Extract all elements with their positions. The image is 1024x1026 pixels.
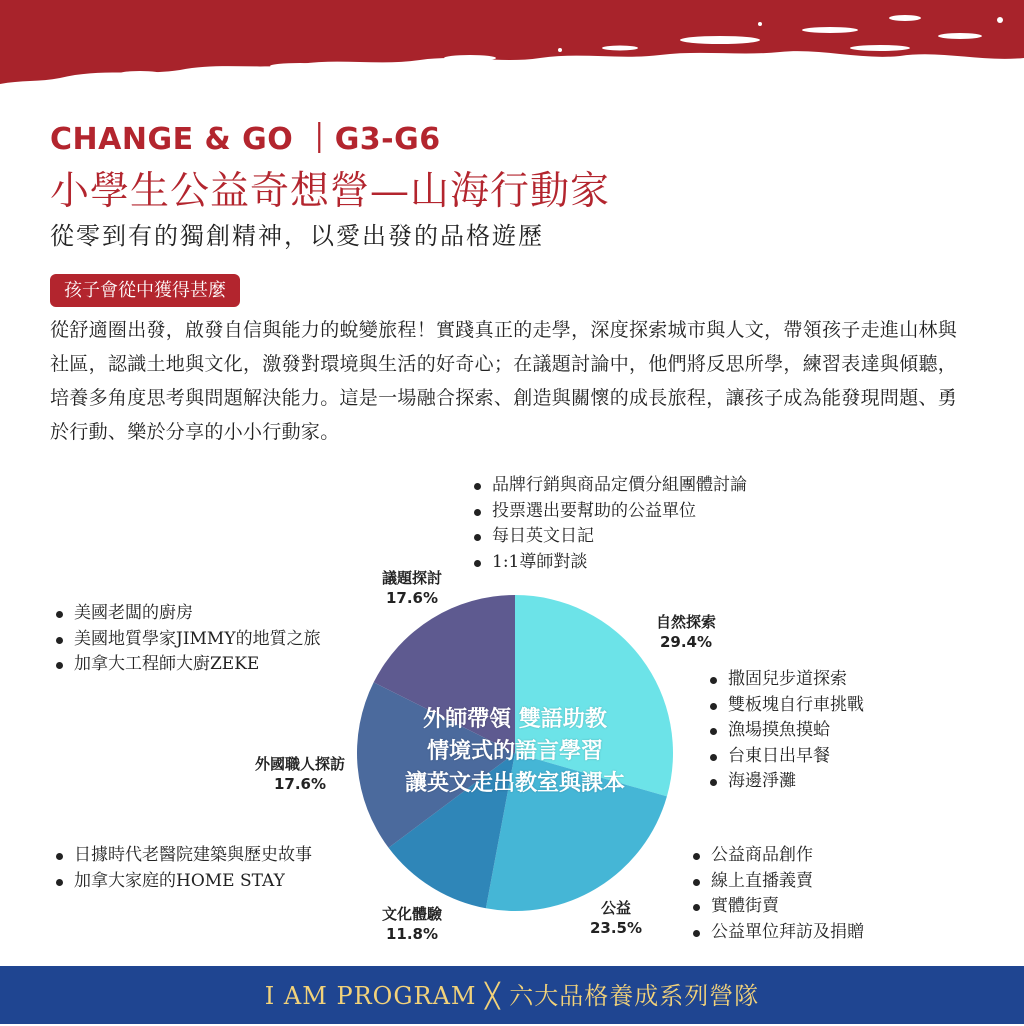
- pie-label-foreign: [240, 754, 360, 794]
- page-title: 小學生公益奇想營—山海行動家: [50, 169, 611, 214]
- intro-paragraph: 從舒適圈出發，啟發自信與能力的蛻變旅程！實踐真正的走學，深度探索城市與人文，帶領孩子走進山林與社區，認識土地與文化，激發對環境與生活的好奇心；在議題討論中，他們將反思所學，練習表達與傾聽，培養多角度思考與問題解決能力。這是一場融合探索、創造與關懷的成長旅程，讓孩子成為能發現問題、勇於行動、樂於分享的小小行動家。: [50, 319, 958, 443]
- bullet-item: 實體街賣: [689, 894, 864, 920]
- pie-label-issue: [352, 568, 472, 608]
- page-subtitle: 從零到有的獨創精神，以愛出發的品格遊歷: [50, 222, 544, 250]
- footer-banner: I AM PROGRAM ╳ 六大品格養成系列營隊: [0, 966, 1024, 1024]
- header-brush-decoration: [0, 0, 1024, 100]
- bullet-item: 投票選出要幫助的公益單位: [470, 499, 747, 525]
- pie-center-text: [370, 703, 660, 799]
- bullet-item: 公益商品創作: [689, 843, 864, 869]
- pie-label-culture: [362, 904, 462, 944]
- pie-label-name: 外國職人探訪: [254, 755, 345, 773]
- pie-label-value: 17.6%: [385, 589, 439, 607]
- pie-label-charity: [566, 898, 666, 938]
- pie-label-value: 23.5%: [589, 919, 643, 937]
- pie-label-name: 議題探討: [381, 569, 442, 587]
- bullet-list-nature: [706, 667, 864, 795]
- bullet-item: 撒固兒步道探索: [706, 667, 864, 693]
- bullet-item: 品牌行銷與商品定價分組團體討論: [470, 473, 747, 499]
- bullet-item: 加拿大家庭的HOME STAY: [52, 869, 312, 895]
- bullet-item: 加拿大工程師大廚ZEKE: [52, 652, 321, 678]
- center-line-2: 情境式的語言學習: [426, 738, 603, 764]
- pie-label-nature: [626, 612, 746, 652]
- brand-title: CHANGE & GO ｜G3-G6: [50, 122, 441, 157]
- pie-label-value: 17.6%: [273, 775, 327, 793]
- pie-label-name: 文化體驗: [381, 905, 442, 923]
- pie-label-name: 自然探索: [655, 613, 716, 631]
- center-line-3: 讓英文走出教室與課本: [404, 770, 625, 796]
- bullet-item: 日據時代老醫院建築與歷史故事: [52, 843, 312, 869]
- bullet-item: 線上直播義賣: [689, 869, 864, 895]
- bullet-item: 美國老闆的廚房: [52, 601, 321, 627]
- bullet-item: 雙板塊自行車挑戰: [706, 693, 864, 719]
- bullet-item: 1:1導師對談: [470, 550, 747, 576]
- bullet-item: 公益單位拜訪及捐贈: [689, 920, 864, 946]
- bullet-list-culture: [52, 843, 312, 894]
- section-tag: 孩子會從中獲得甚麼: [50, 274, 240, 307]
- bullet-list-charity: [689, 843, 864, 945]
- pie-label-value: 29.4%: [659, 633, 713, 651]
- pie-label-value: 11.8%: [385, 925, 439, 943]
- bullet-list-foreign: [52, 601, 321, 678]
- center-line-1: 外師帶領 雙語助教: [423, 706, 607, 732]
- bullet-item: 台東日出早餐: [706, 744, 864, 770]
- bullet-item: 漁場摸魚摸蛤: [706, 718, 864, 744]
- pie-label-name: 公益: [600, 899, 631, 917]
- bullet-item: 美國地質學家JIMMY的地質之旅: [52, 627, 321, 653]
- bullet-item: 每日英文日記: [470, 524, 747, 550]
- bullet-list-issue: [470, 473, 747, 575]
- bullet-item: 海邊淨灘: [706, 769, 864, 795]
